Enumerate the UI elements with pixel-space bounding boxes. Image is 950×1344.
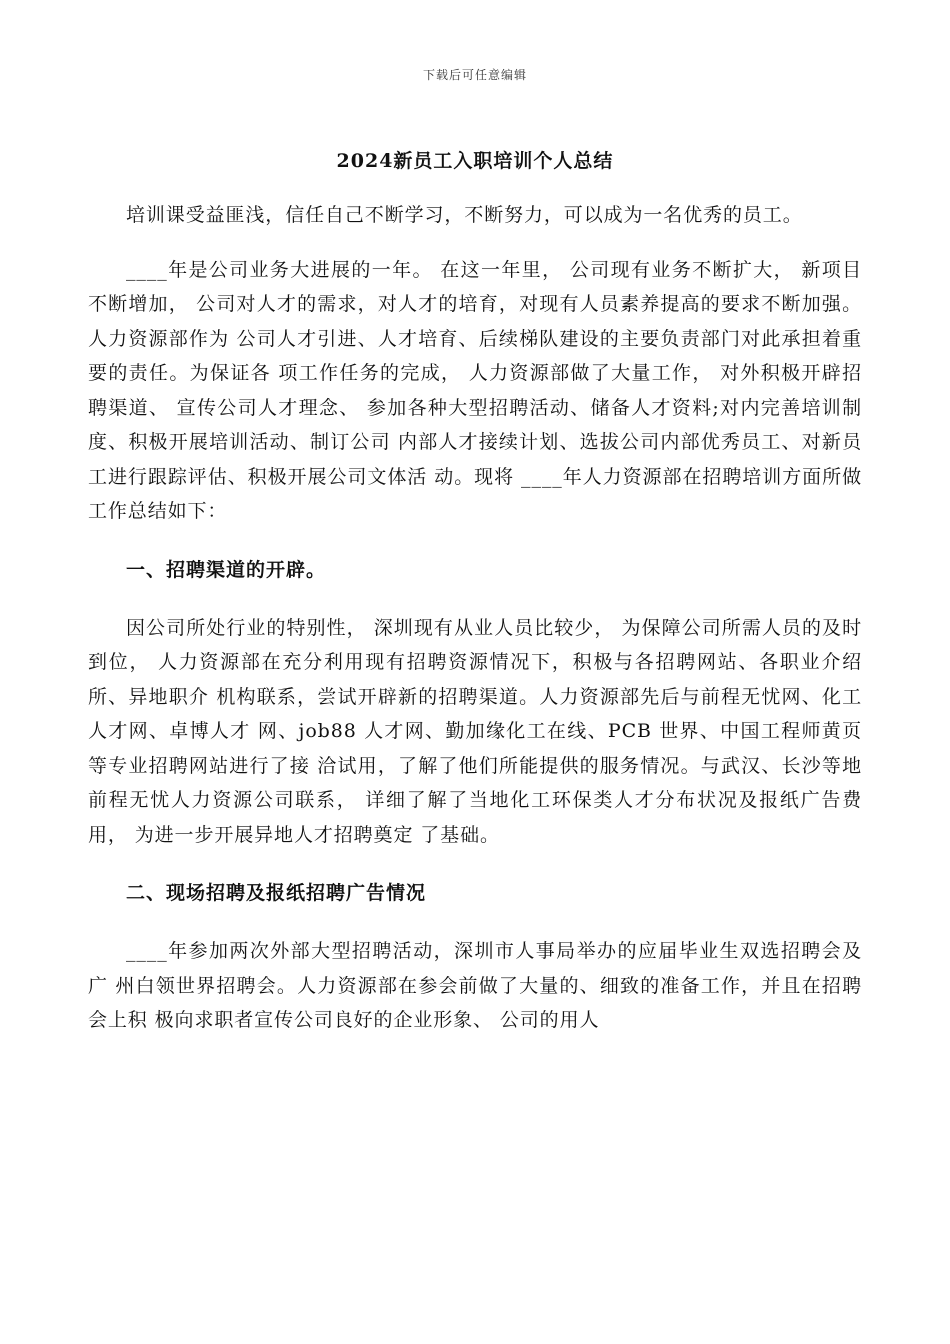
paragraph-section2: ____年参加两次外部大型招聘活动，深圳市人事局举办的应届毕业生双选招聘会及广 州白领世界招聘会。人力资源部在参会前做了大量的、细致的准备工作，并且在招聘会上积 极向求职者宣传公司良好的企业形象、 公司的用人 — [88, 940, 862, 1031]
paragraph-overview: ____年是公司业务大进展的一年。 在这一年里， 公司现有业务不断扩大， 新项目不断增加， 公司对人才的需求，对人才的培育，对现有人员素养提高的要求不断加强。人力资源部作为 公司人才引进、人才培育、后续梯队建设的主要负责部门对此承担着重要的责任。为保证各 项工作任务的完成， 人力资源部做了大量工作， 对外积极开辟招聘渠道、 宣传公司人才理念、 参加各种大型招聘活动、储备人才资料;对内完善培训制度、积极开展培训活动、制订公司 内部人才接续计划、选拔公司内部优秀员工、对新员工进行跟踪评估、积极开展公司文体活 动。现将 ____年人力资源部在招聘培训方面所做工作总结如下： — [88, 258, 862, 522]
header-note: 下载后可任意编辑 — [422, 68, 527, 82]
document-body — [88, 198, 862, 1038]
section-heading-1: 一、招聘渠道的开辟。 — [126, 558, 327, 581]
paragraph-intro: 培训课受益匪浅，信任自己不断学习，不断努力，可以成为一名优秀的员工。 — [126, 204, 803, 226]
document-title: 2024新员工入职培训个人总结 — [336, 150, 614, 172]
paragraph-section1: 因公司所处行业的特别性， 深圳现有从业人员比较少， 为保障公司所需人员的及时到位， 人力资源部在充分利用现有招聘资源情况下，积极与各招聘网站、各职业介绍所、异地职介 机构联系，尝试开辟新的招聘渠道。人力资源部先后与前程无忧网、化工人才网、卓博人才 网、job88 人才网、勤加缘化工在线、PCB 世界、中国工程师黄页等专业招聘网站进行了接 洽试用，了解了他们所能提供的服务情况。与武汉、长沙等地前程无忧人力资源公司联系， 详细了解了当地化工环保类人才分布状况及报纸广告费用， 为进一步开展异地人才招聘奠定 了基础。 — [88, 616, 862, 846]
section-heading-2: 二、现场招聘及报纸招聘广告情况 — [126, 882, 427, 904]
